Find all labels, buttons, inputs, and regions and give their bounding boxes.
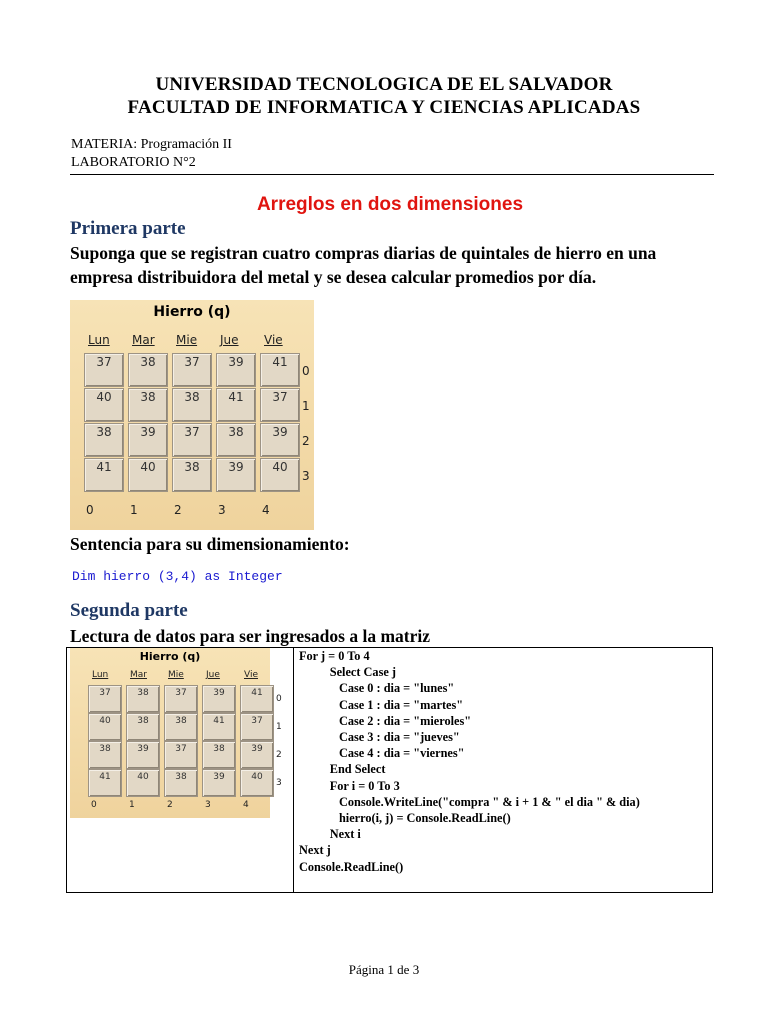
matrix-cell: 37 <box>260 388 300 422</box>
col-index-label: 3 <box>205 800 211 810</box>
col-index-label: 2 <box>174 503 182 517</box>
col-index-label: 2 <box>167 800 173 810</box>
page-number: Página 1 de 3 <box>348 962 420 977</box>
university-name: UNIVERSIDAD TECNOLOGICA DE EL SALVADOR <box>155 74 613 95</box>
row-index-label: 2 <box>302 434 310 449</box>
dim-statement-code: Dim hierro (3,4) as Integer <box>72 569 283 584</box>
matrix-cell: 37 <box>240 713 274 741</box>
dimension-sentence-label: Sentencia para su dimensionamiento: <box>70 534 350 554</box>
header-divider <box>70 174 714 175</box>
lab-label: LABORATORIO N°2 <box>71 155 196 170</box>
code-line: End Select <box>299 762 386 777</box>
day-header: Vie <box>244 670 258 680</box>
code-line: Case 2 : dia = "mieroles" <box>299 713 472 728</box>
row-index-label: 1 <box>276 722 282 733</box>
matrix-cell: 41 <box>88 769 122 797</box>
matrix-cell: 38 <box>216 423 256 457</box>
matrix-cell: 40 <box>240 769 274 797</box>
matrix-cell: 41 <box>216 388 256 422</box>
day-header: Jue <box>220 333 239 347</box>
matrix-cell: 39 <box>128 423 168 457</box>
iron-matrix-figure-small <box>70 648 282 818</box>
matrix-cell: 37 <box>172 423 212 457</box>
code-line: Next j <box>299 843 331 858</box>
day-header: Mie <box>168 670 184 680</box>
code-line: Case 4 : dia = "viernes" <box>299 746 465 761</box>
row-index-label: 3 <box>302 469 310 484</box>
code-line: For i = 0 To 3 <box>299 778 400 793</box>
col-index-label: 4 <box>262 503 270 517</box>
row-index-label: 3 <box>276 778 282 789</box>
matrix-cell: 39 <box>260 423 300 457</box>
code-line: Console.ReadLine() <box>299 859 404 874</box>
row-index-label: 0 <box>276 694 282 705</box>
day-header: Lun <box>88 333 110 347</box>
matrix-cell: 38 <box>88 741 122 769</box>
day-header: Lun <box>92 670 109 680</box>
matrix-cell: 41 <box>202 713 236 741</box>
matrix-cell: 38 <box>128 353 168 387</box>
code-table-divider <box>293 647 294 893</box>
code-line: Case 3 : dia = "jueves" <box>299 730 460 745</box>
page-title: Arreglos en dos dimensiones <box>256 194 524 215</box>
matrix-cell: 38 <box>202 741 236 769</box>
code-line: Console.WriteLine("compra " & i + 1 & " el dia " & dia) <box>299 794 640 809</box>
matrix-cell: 41 <box>260 353 300 387</box>
matrix-cell: 38 <box>172 458 212 492</box>
code-line: Next i <box>299 827 361 842</box>
code-line: Case 1 : dia = "martes" <box>299 697 464 712</box>
matrix-cell: 38 <box>164 713 198 741</box>
col-index-label: 4 <box>243 800 249 810</box>
code-line: Case 0 : dia = "lunes" <box>299 681 455 696</box>
day-header: Mie <box>176 333 198 347</box>
matrix-cell: 39 <box>216 458 256 492</box>
matrix-cell: 40 <box>126 769 160 797</box>
matrix-cell: 39 <box>126 741 160 769</box>
col-index-label: 0 <box>86 503 94 517</box>
matrix-cell: 37 <box>164 685 198 713</box>
matrix-cell: 37 <box>84 353 124 387</box>
row-index-label: 1 <box>302 399 310 414</box>
matrix-title: Hierro (q) <box>139 650 201 663</box>
matrix-cell: 39 <box>202 769 236 797</box>
matrix-cell: 40 <box>260 458 300 492</box>
matrix-title: Hierro (q) <box>153 304 231 320</box>
matrix-cell: 38 <box>172 388 212 422</box>
matrix-cell: 40 <box>84 388 124 422</box>
matrix-cell: 41 <box>240 685 274 713</box>
matrix-cell: 38 <box>128 388 168 422</box>
part2-heading: Segunda parte <box>70 600 188 621</box>
col-index-label: 3 <box>218 503 226 517</box>
part1-heading: Primera parte <box>70 218 186 239</box>
day-header: Mar <box>130 670 147 680</box>
read-loop-code <box>299 648 640 875</box>
code-line: Select Case j <box>299 665 396 680</box>
day-header: Jue <box>206 670 220 680</box>
iron-matrix-figure <box>70 300 314 530</box>
matrix-cell: 39 <box>202 685 236 713</box>
matrix-cell: 38 <box>126 713 160 741</box>
matrix-cell: 38 <box>126 685 160 713</box>
faculty-name: FACULTAD DE INFORMATICA Y CIENCIAS APLICADAS <box>127 97 641 118</box>
matrix-cell: 40 <box>88 713 122 741</box>
col-index-label: 1 <box>130 503 138 517</box>
day-header: Vie <box>264 333 283 347</box>
row-index-label: 0 <box>302 364 310 379</box>
matrix-cell: 39 <box>240 741 274 769</box>
matrix-cell: 41 <box>84 458 124 492</box>
subject-label: MATERIA: Programación II <box>71 137 232 152</box>
col-index-label: 1 <box>129 800 135 810</box>
code-line: hierro(i, j) = Console.ReadLine() <box>299 811 511 826</box>
matrix-cell: 38 <box>84 423 124 457</box>
matrix-cell: 39 <box>216 353 256 387</box>
part2-text: Lectura de datos para ser ingresados a la matriz <box>70 626 431 646</box>
matrix-cell: 37 <box>164 741 198 769</box>
matrix-cell: 38 <box>164 769 198 797</box>
row-index-label: 2 <box>276 750 282 761</box>
col-index-label: 0 <box>91 800 97 810</box>
matrix-cell: 40 <box>128 458 168 492</box>
matrix-cell: 37 <box>172 353 212 387</box>
code-line: For j = 0 To 4 <box>299 649 370 663</box>
part1-text: Suponga que se registran cuatro compras diarias de quintales de hierro en una empresa distribuidora del metal y se desea calcular promedios por día. <box>70 243 657 287</box>
matrix-cell: 37 <box>88 685 122 713</box>
day-header: Mar <box>132 333 155 347</box>
